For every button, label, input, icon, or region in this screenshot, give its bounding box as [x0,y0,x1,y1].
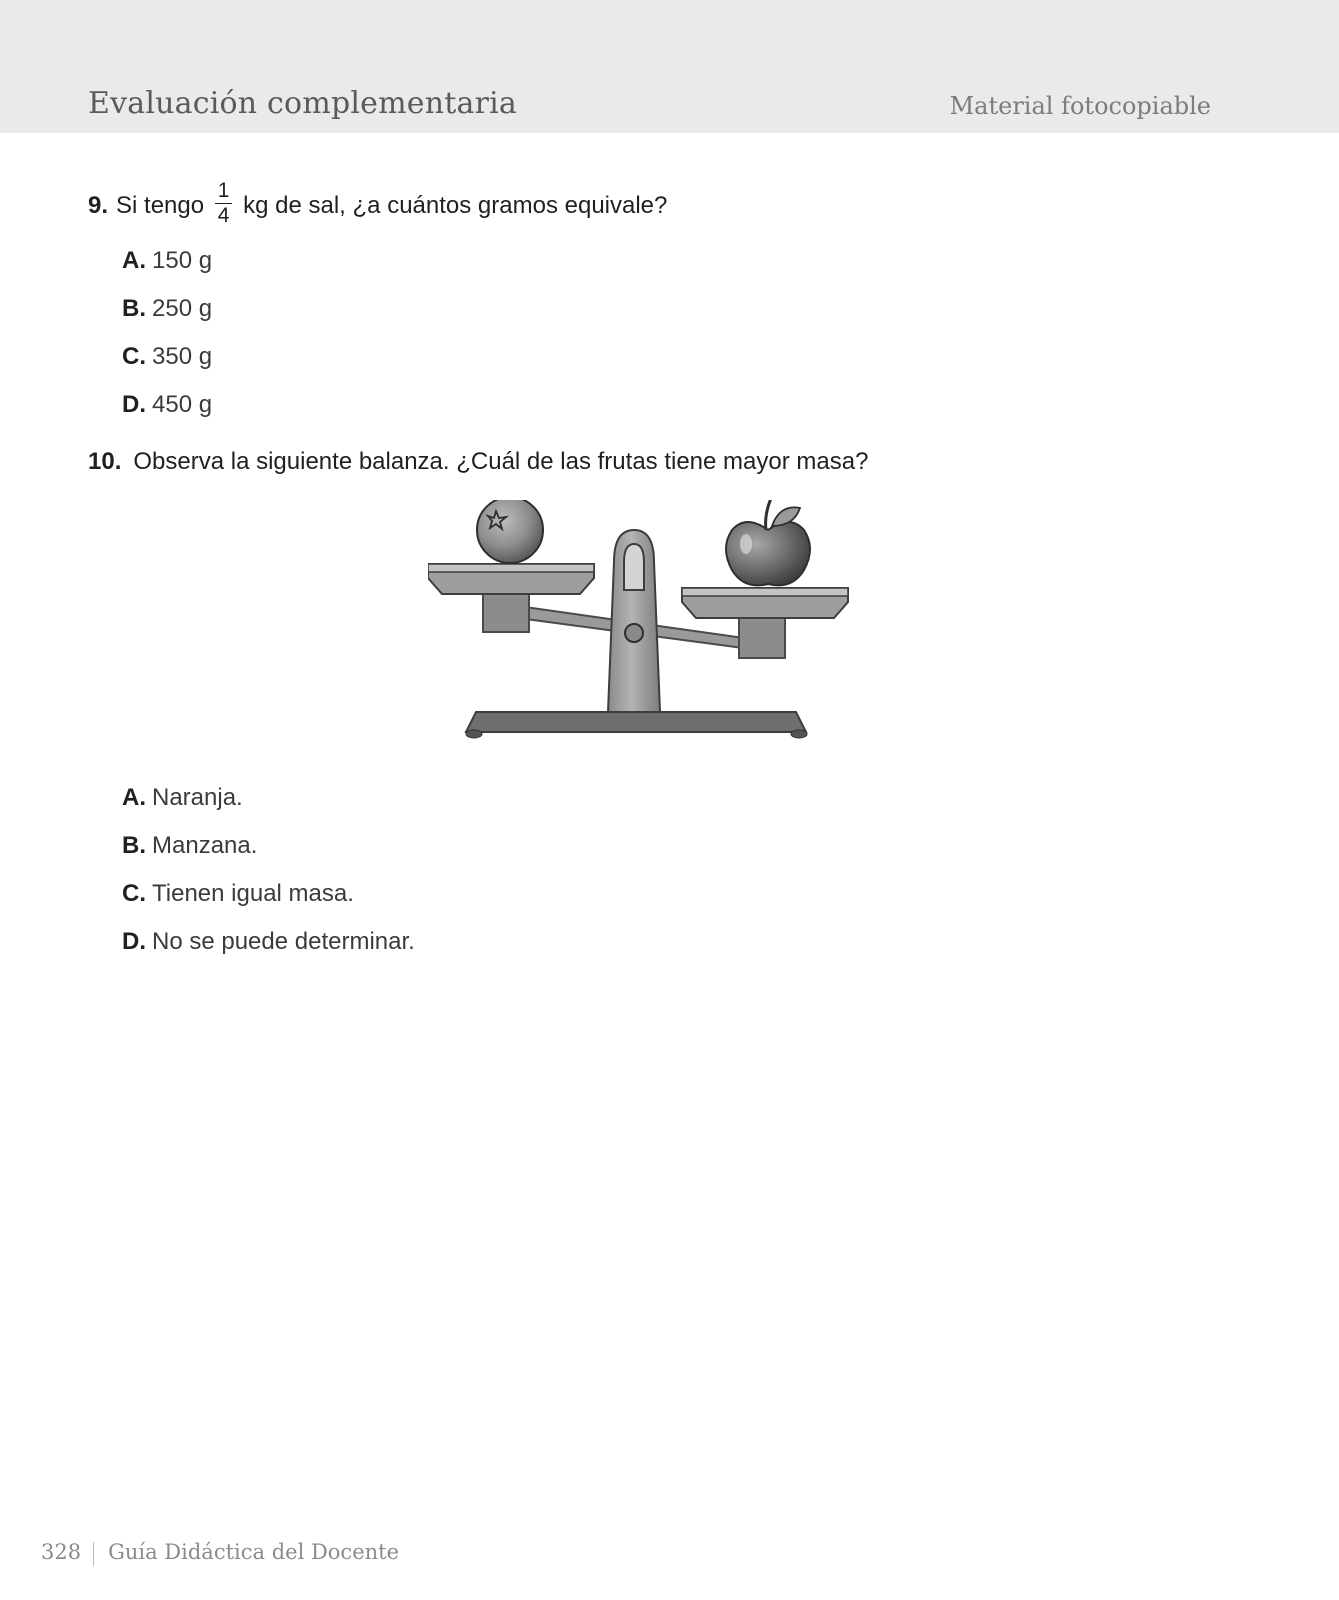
question-10 [88,448,868,476]
option-text: 250 g [152,295,213,322]
question-text-after: kg de sal, ¿a cuántos gramos equivale? [243,191,668,219]
question-number: 9. [88,191,109,219]
option-letter: B. [122,295,146,322]
question-9 [88,179,668,231]
question-10-options [122,783,415,975]
option-c [122,879,415,927]
option-text: 150 g [152,247,213,274]
orange-icon [477,500,543,563]
header-subtitle: Material fotocopiable [949,92,1211,120]
question-9-options [122,246,212,438]
option-text: Manzana. [152,832,258,859]
option-letter: C. [122,343,146,370]
question-text-before: Si tengo [116,191,205,219]
page-number: 328 [41,1540,82,1564]
question-number: 10. [88,448,122,475]
fraction-numerator: 1 [217,179,230,202]
scale-base [466,712,807,738]
option-a [122,783,415,831]
option-letter: C. [122,880,146,907]
balance-scale-illustration [428,500,868,760]
right-pan [682,588,848,658]
fraction [215,179,233,228]
scale-pillar [608,530,660,712]
option-text: No se puede determinar. [152,928,415,955]
option-text: 450 g [152,391,213,418]
option-text: Naranja. [152,784,243,811]
option-text: Tienen igual masa. [152,880,354,907]
option-d [122,390,212,438]
option-letter: D. [122,391,146,418]
question-text: Observa la siguiente balanza. ¿Cuál de las frutas tiene mayor masa? [133,448,869,475]
option-a [122,246,212,294]
option-text: 350 g [152,343,213,370]
option-d [122,927,415,975]
page-title: Evaluación complementaria [88,86,517,121]
option-letter: D. [122,928,146,955]
option-letter: B. [122,832,146,859]
option-b [122,831,415,879]
page-footer [41,1540,399,1566]
option-letter: A. [122,247,146,274]
option-b [122,294,212,342]
apple-icon [726,500,810,585]
option-c [122,342,212,390]
footer-divider [93,1542,94,1566]
fraction-denominator: 4 [215,203,233,228]
book-title: Guía Didáctica del Docente [108,1540,400,1564]
option-letter: A. [122,784,146,811]
